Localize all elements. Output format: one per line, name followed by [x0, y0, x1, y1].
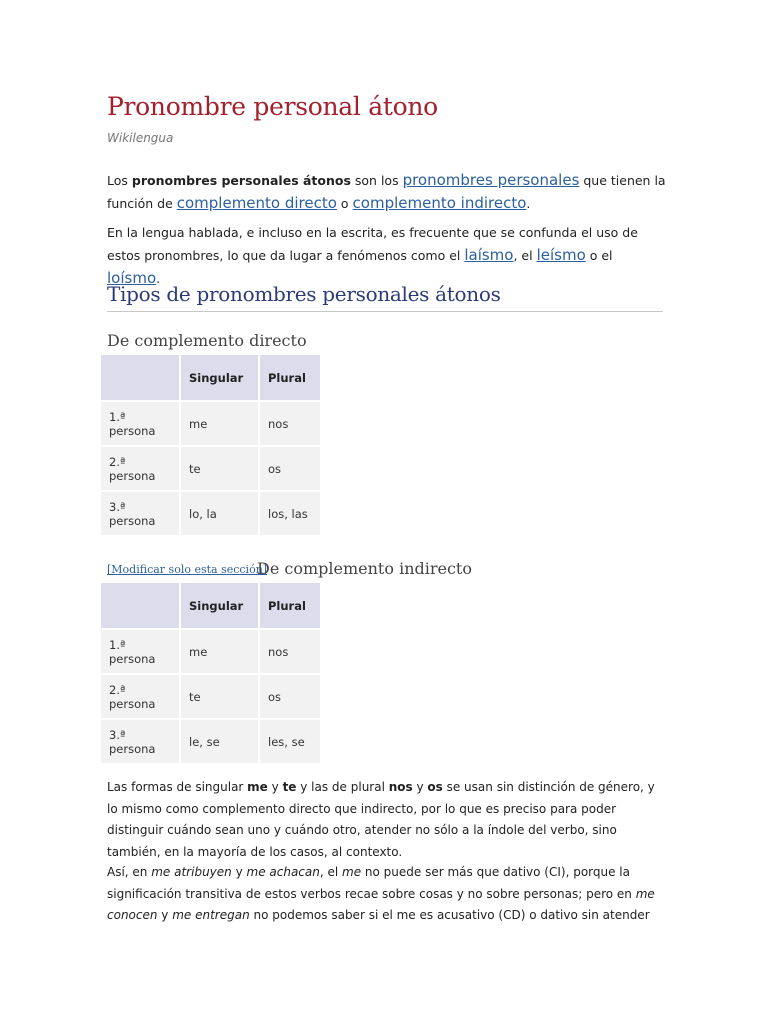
- text: y: [267, 780, 283, 794]
- section-divider: [107, 311, 663, 312]
- subsection-heading-cd: De complemento directo: [107, 331, 307, 350]
- table-row: [101, 720, 320, 763]
- bold-term: pronombres personales átonos: [131, 173, 351, 188]
- edit-section-link[interactable]: [Modificar solo esta sección]: [107, 563, 268, 576]
- text: y: [231, 865, 247, 879]
- table-cell: 3.ª persona: [101, 720, 179, 763]
- table-cell: le, se: [181, 720, 258, 763]
- subsection-heading-ci: De complemento indirecto: [257, 559, 472, 578]
- header-cell-singular: Singular: [181, 355, 258, 400]
- table-cell: lo, la: [181, 492, 258, 535]
- table-header-row: [101, 355, 320, 400]
- section-heading: Tipos de pronombres personales átonos: [107, 282, 501, 306]
- text: Así, en: [107, 865, 152, 879]
- table-complemento-indirecto: [99, 581, 322, 765]
- text: que tienen la función de: [107, 173, 666, 211]
- header-cell: [101, 355, 179, 400]
- italic-example: me achacan: [246, 865, 320, 879]
- link-complemento-indirecto[interactable]: complemento indirecto: [352, 194, 527, 212]
- italic-example: me atribuyen: [151, 865, 232, 879]
- table-cell: me: [181, 402, 258, 445]
- link-loismo[interactable]: loísmo: [107, 269, 157, 287]
- text: se usan sin distinción de género, y lo mismo como complemento directo que indirecto, por lo que es preciso para poder distinguir cuándo sean uno y cuándo otro, atender no sólo a la índole del verbo, sino también, en la mayoría de los casos, al contexto.: [107, 780, 655, 859]
- text: Las formas de singular: [107, 780, 248, 794]
- text: no puede ser más que dativo (CI), porque la significación transitiva de estos verbos recae sobre cosas y no sobre personas; pero en: [107, 865, 636, 901]
- header-cell-plural: Plural: [260, 583, 320, 628]
- table-cell: 3.ª persona: [101, 492, 179, 535]
- page-title: Pronombre personal átono: [107, 92, 438, 121]
- text: En la lengua hablada, e incluso en la escrita, es frecuente que se confunda el uso de estos pronombres, lo que da lugar a fenómenos como el: [107, 225, 638, 263]
- header-cell: [101, 583, 179, 628]
- table-cell: 1.ª persona: [101, 402, 179, 445]
- table-cell: nos: [260, 402, 320, 445]
- text: o: [336, 196, 353, 211]
- link-complemento-directo[interactable]: complemento directo: [176, 194, 337, 212]
- italic-example: me conocen: [107, 886, 655, 922]
- text: .: [526, 196, 531, 211]
- table-cell: los, las: [260, 492, 320, 535]
- table-cell: te: [181, 447, 258, 490]
- text: .: [156, 271, 161, 286]
- table-row: [101, 630, 320, 673]
- bold-term: os: [427, 780, 443, 794]
- italic-example: me: [342, 865, 362, 879]
- link-leismo[interactable]: leísmo: [536, 246, 586, 264]
- table-row: [101, 492, 320, 535]
- bold-term: me: [247, 780, 268, 794]
- table-cell: 1.ª persona: [101, 630, 179, 673]
- text: y: [412, 780, 428, 794]
- site-name: Wikilengua: [107, 131, 174, 145]
- text: y las de plural: [296, 780, 389, 794]
- table-cell: os: [260, 447, 320, 490]
- table-cell: les, se: [260, 720, 320, 763]
- table-cell: os: [260, 675, 320, 718]
- italic-example: me entregan: [172, 908, 250, 922]
- table-cell: 2.ª persona: [101, 447, 179, 490]
- table-cell: 2.ª persona: [101, 675, 179, 718]
- text: no podemos saber si el me es acusativo (CD) o dativo sin atender: [249, 908, 650, 922]
- text: , el: [513, 248, 537, 263]
- text: son los: [350, 173, 403, 188]
- table-row: [101, 675, 320, 718]
- paragraph-formas: [107, 777, 667, 863]
- bold-term: te: [282, 780, 297, 794]
- link-pronombres-personales[interactable]: pronombres personales: [402, 171, 580, 189]
- table-row: [101, 447, 320, 490]
- table-complemento-directo: [99, 353, 322, 537]
- edit-section: [107, 563, 267, 576]
- text: o el: [585, 248, 613, 263]
- table-header-row: [101, 583, 320, 628]
- intro-paragraph: [107, 169, 667, 215]
- table-cell: te: [181, 675, 258, 718]
- paragraph-fenomenos: [107, 221, 667, 290]
- table-cell: nos: [260, 630, 320, 673]
- text: y: [157, 908, 173, 922]
- table-row: [101, 402, 320, 445]
- paragraph-ejemplos: [107, 862, 667, 927]
- text: Los: [107, 173, 132, 188]
- bold-term: nos: [388, 780, 413, 794]
- link-laismo[interactable]: laísmo: [464, 246, 514, 264]
- header-cell-singular: Singular: [181, 583, 258, 628]
- table-cell: me: [181, 630, 258, 673]
- text: , el: [319, 865, 343, 879]
- header-cell-plural: Plural: [260, 355, 320, 400]
